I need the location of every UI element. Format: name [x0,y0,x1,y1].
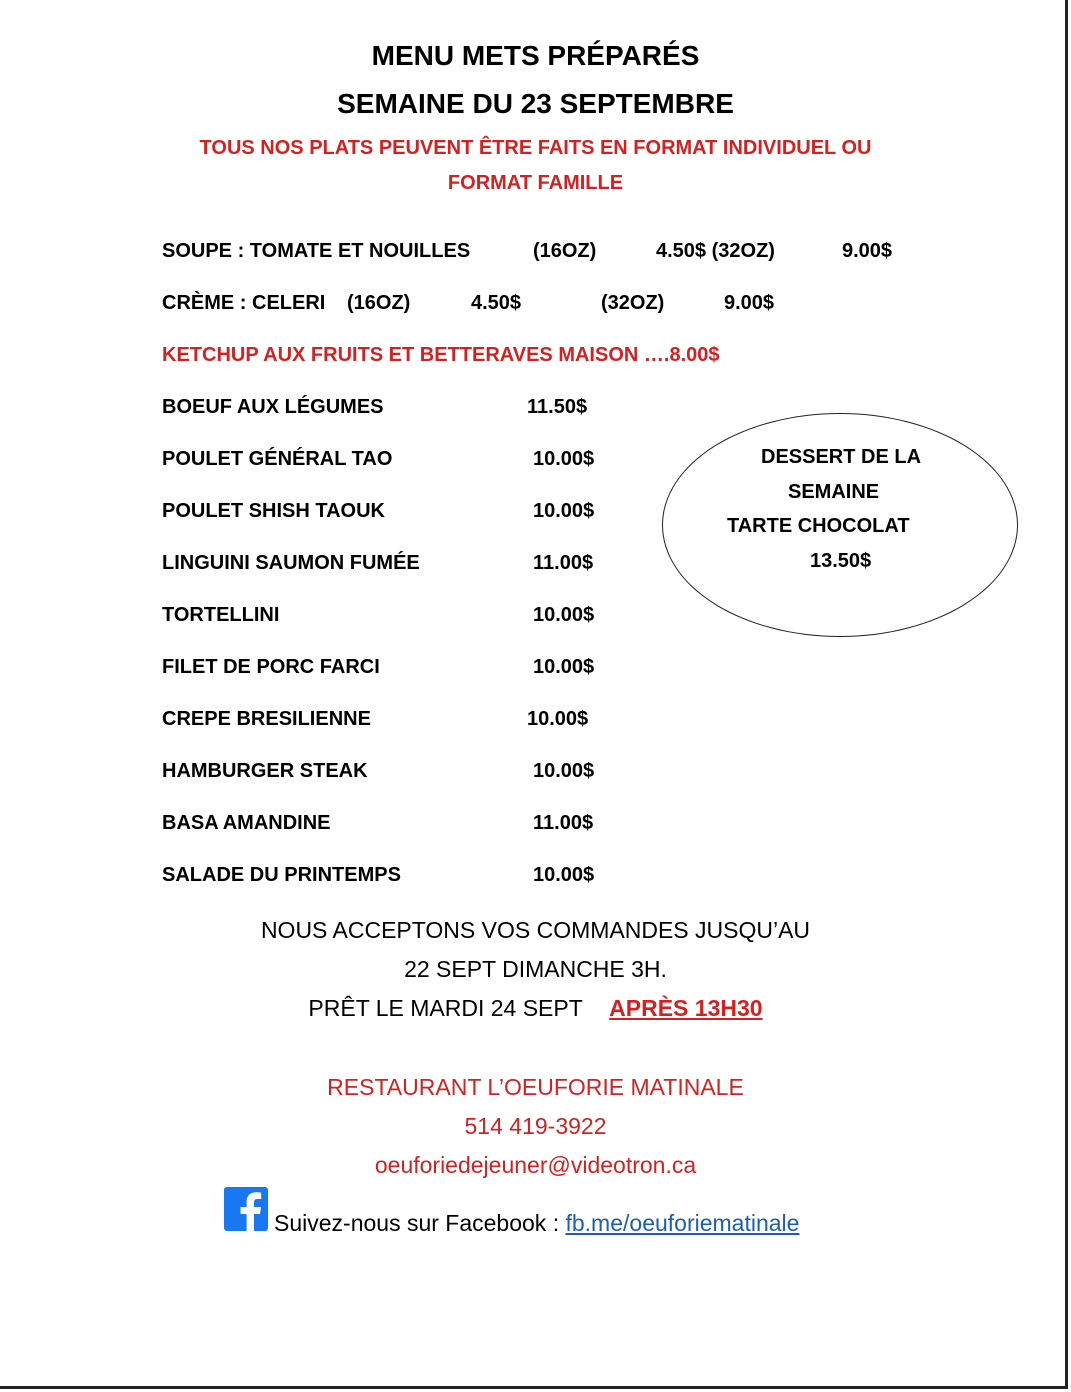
creme-label: CRÈME : CELERI [162,292,326,314]
menu-item-price: 10.00$ [533,448,595,470]
facebook-icon[interactable] [224,1187,268,1231]
creme-price-16oz: 4.50$ [471,292,522,314]
menu-item-name: HAMBURGER STEAK [162,760,368,782]
menu-item-price: 11.50$ [527,396,588,418]
dessert-price: 13.50$ [810,550,872,572]
orders-line2: 22 SEPT DIMANCHE 3H. [404,956,667,982]
menu-item-name: FILET DE PORC FARCI [162,656,380,678]
creme-size-16oz: (16OZ) [347,292,411,314]
menu-item-name: LINGUINI SAUMON FUMÉE [162,552,420,574]
menu-item-price: 10.00$ [533,760,595,782]
menu-item-price: 10.00$ [527,708,589,730]
phone-number: 514 419-3922 [464,1113,607,1139]
format-notice-line1: TOUS NOS PLATS PEUVENT ÊTRE FAITS EN FORMAT INDIVIDUEL OU [199,137,872,159]
menu-item-price: 10.00$ [533,604,595,626]
dessert-name: TARTE CHOCOLAT [727,515,910,537]
orders-line3 [0,995,1071,1022]
dessert-heading-line2: SEMAINE [788,481,880,503]
menu-item-name: TORTELLINI [162,604,280,626]
menu-item-name: SALADE DU PRINTEMPS [162,864,401,886]
menu-item-name: POULET GÉNÉRAL TAO [162,448,393,470]
menu-item-name: POULET SHISH TAOUK [162,500,385,522]
menu-item-price: 11.00$ [533,552,594,574]
menu-item-name: BOEUF AUX LÉGUMES [162,396,384,418]
ready-date: PRÊT LE MARDI 24 SEPT [308,995,583,1021]
facebook-line [274,1210,799,1237]
orders-line1: NOUS ACCEPTONS VOS COMMANDES JUSQU’AU [260,917,811,943]
creme-price-32oz: 9.00$ [724,292,775,314]
ready-time: APRÈS 13H30 [609,995,763,1021]
menu-item-price: 11.00$ [533,812,594,834]
menu-item-price: 10.00$ [533,500,595,522]
facebook-prefix: Suivez-nous sur Facebook : [274,1210,566,1236]
soup-price-16oz: 4.50$ (32OZ) [656,240,775,262]
week-subtitle: SEMAINE DU 23 SEPTEMBRE [337,88,734,119]
facebook-link[interactable]: fb.me/oeuforiematinale [565,1210,800,1236]
menu-item-price: 10.00$ [533,656,595,678]
dessert-heading-line1: DESSERT DE LA [761,446,922,468]
soup-price-32oz: 9.00$ [842,240,893,262]
soup-label: SOUPE : TOMATE ET NOUILLES [162,240,471,262]
restaurant-name: RESTAURANT L’OEUFORIE MATINALE [327,1074,744,1100]
email-address: oeuforiedejeuner@videotron.ca [374,1152,697,1178]
soup-size-16oz: (16OZ) [533,240,597,262]
ketchup-item: KETCHUP AUX FRUITS ET BETTERAVES MAISON ….8.00$ [162,344,720,366]
menu-item-name: BASA AMANDINE [162,812,331,834]
format-notice-line2: FORMAT FAMILLE [447,172,624,194]
menu-item-price: 10.00$ [533,864,595,886]
creme-size-32oz: (32OZ) [601,292,665,314]
menu-item-name: CREPE BRESILIENNE [162,708,371,730]
page-title: MENU METS PRÉPARÉS [371,40,700,71]
